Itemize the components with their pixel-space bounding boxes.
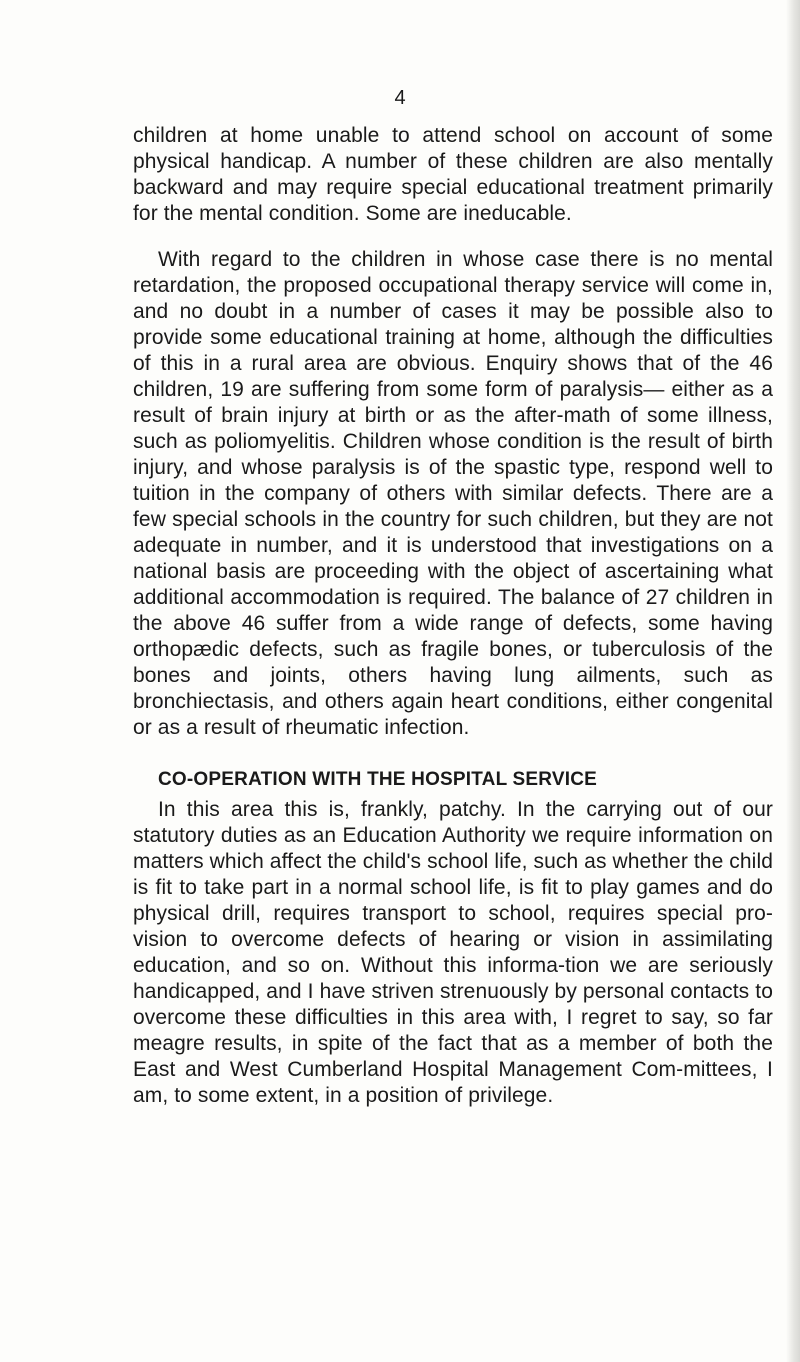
paragraph-no-mental-retardation: With regard to the children in whose case there is no mental retardation, the proposed occupational therapy service will come in, and no doubt in a number of cases it may be possible also to provide some educational training at home, although the difficulties of this in a rural area are obvious. Enquiry shows that of the 46 children, 19 are suffering from some form of paralysis— either as a result of brain injury at birth or as the after-math of some illness, such as poliomyelitis. Children whose condition is the result of birth injury, and whose paralysis is of the spastic type, respond well to tuition in the company of others with similar defects. There are a few special schools in the country for such children, but they are not adequate in number, and it is understood that investigations on a national basis are proceeding with the object of ascertaining what additional accommodation is required. The balance of 27 children in the above 46 suffer from a wide range of defects, some having orthopædic defects, such as fragile bones, or tuberculosis of the bones and joints, others having lung ailments, such as bronchiectasis, and others again heart conditions, either congenital or as a result of rheumatic infection. (133, 248, 773, 739)
paragraph-continuation: children at home unable to attend school on account of some physical handicap. A number of these children are also mentally backward and may require special educational treatment primarily for the mental condition. Some are ineducable. (133, 124, 773, 225)
section-heading: CO-OPERATION WITH THE HOSPITAL SERVICE (158, 769, 597, 790)
paragraph-hospital-service: In this area this is, frankly, patchy. In the carrying out of our statutory duties as an Education Authority we require information on matters which affect the child's school life, such as whether the child is fit to take part in a normal school life, is fit to play games and do physical drill, requires transport to school, requires special pro-vision to overcome defects of hearing or vision in assimilating education, and so on. Without this informa-tion we are seriously handicapped, and I have striven strenuously by personal contacts to overcome these difficulties in this area with, I regret to say, so far meagre results, in spite of the fact that as a member of both the East and West Cumberland Hospital Management Com-mittees, I am, to some extent, in a position of privilege. (133, 798, 773, 1107)
page-number: 4 (394, 87, 406, 109)
page-edge-shadow (786, 0, 800, 1362)
body-text (133, 123, 773, 1109)
